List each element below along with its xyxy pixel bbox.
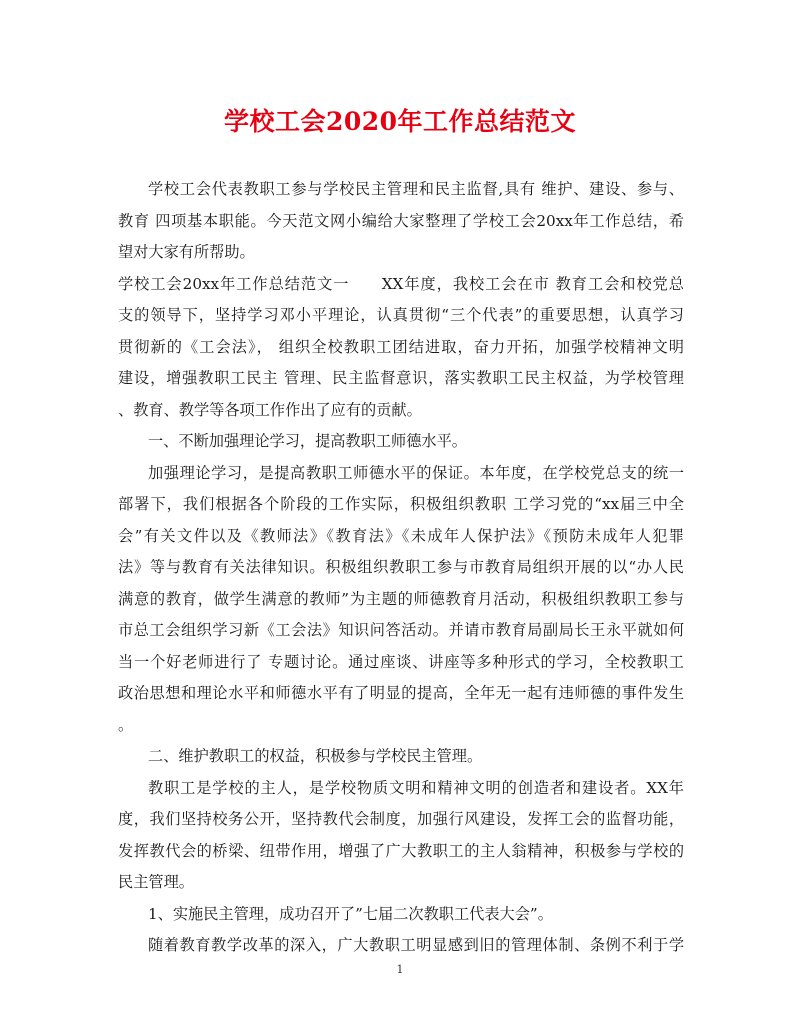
text-line: 、教育、教学等各项工作作出了应有的贡献。 [118,400,422,419]
text-line: 。 [118,715,134,734]
text-line: 教职工是学校的主人，是学校物质文明和精神文明的创造者和建设者。XX年 [148,778,684,797]
text-line: 政治思想和理论水平和师德水平有了明显的提高，全年无一起有违师德的事件发生 [118,684,684,702]
document-title: 学校工会2020年工作总结范文 [223,107,577,136]
text-line: 度，我们坚持校务公开，坚持教代会制度，加强行风建设，发挥工会的监督功能， [118,810,684,828]
text-line: 法》等与教育有关法律知识。积极组织教职工参与市教育局组织开展的以“办人民 [118,558,684,576]
text-line: 加强理论学习，是提高教职工师德水平的保证。本年度，在学校党总支的统一 [148,463,684,482]
text-line: 学校工会代表教职工参与学校民主管理和民主监督,具有 维护、建设、参与、 [148,180,684,198]
page-number: 1 [396,963,404,976]
text-line: 随着教育教学改革的深入，广大教职工明显感到旧的管理体制、条例不利于学 [148,936,684,954]
text-line: 二、维护教职工的权益，积极参与学校民主管理。 [148,747,483,765]
text-line: 贯彻新的《工会法》， 组织全校教职工团结进取，奋力开拓，加强学校精神文明 [118,337,684,356]
text-line: 望对大家有所帮助。 [118,243,255,261]
text-line: 满意的教育，做学生满意的教师”为主题的师德教育月活动，积极组织教职工参与 [118,589,684,608]
text-line: 民主管理。 [118,873,194,891]
text-line: 教育 四项基本职能。今天范文网小编给大家整理了学校工会20xx年工作总结，希 [118,211,684,230]
text-line: 市总工会组织学习新《工会法》知识问答活动。并请市教育局副局长王永平就如何 [118,621,684,639]
text-line: 学校工会20xx年工作总结范文一 XX年度，我校工会在市 教育工会和校党总 [118,274,684,293]
text-line: 发挥教代会的桥梁、纽带作用，增强了广大教职工的主人翁精神，积极参与学校的 [118,841,684,860]
text-line: 一、不断加强理论学习，提高教职工师德水平。 [148,432,467,450]
text-line: 支的领导下，坚持学习邓小平理论，认真贯彻“三个代表”的重要思想，认真学习 [118,306,684,324]
document-body [118,174,684,962]
text-line: 当一个好老师进行了 专题讨论。通过座谈、讲座等多种形式的学习，全校教职工 [118,652,684,671]
text-line: 会”有关文件以及《教师法》《教育法》《未成年人保护法》《预防未成年人犯罪 [118,526,684,545]
text-line: 部署下，我们根据各个阶段的工作实际，积极组织教职 工学习党的“xx届三中全 [118,495,684,513]
text-line: 1、实施民主管理，成功召开了”七届二次教职工代表大会”。 [148,904,553,923]
text-line: 建设，增强教职工民主 管理、民主监督意识，落实教职工民主权益，为学校管理 [118,369,684,387]
